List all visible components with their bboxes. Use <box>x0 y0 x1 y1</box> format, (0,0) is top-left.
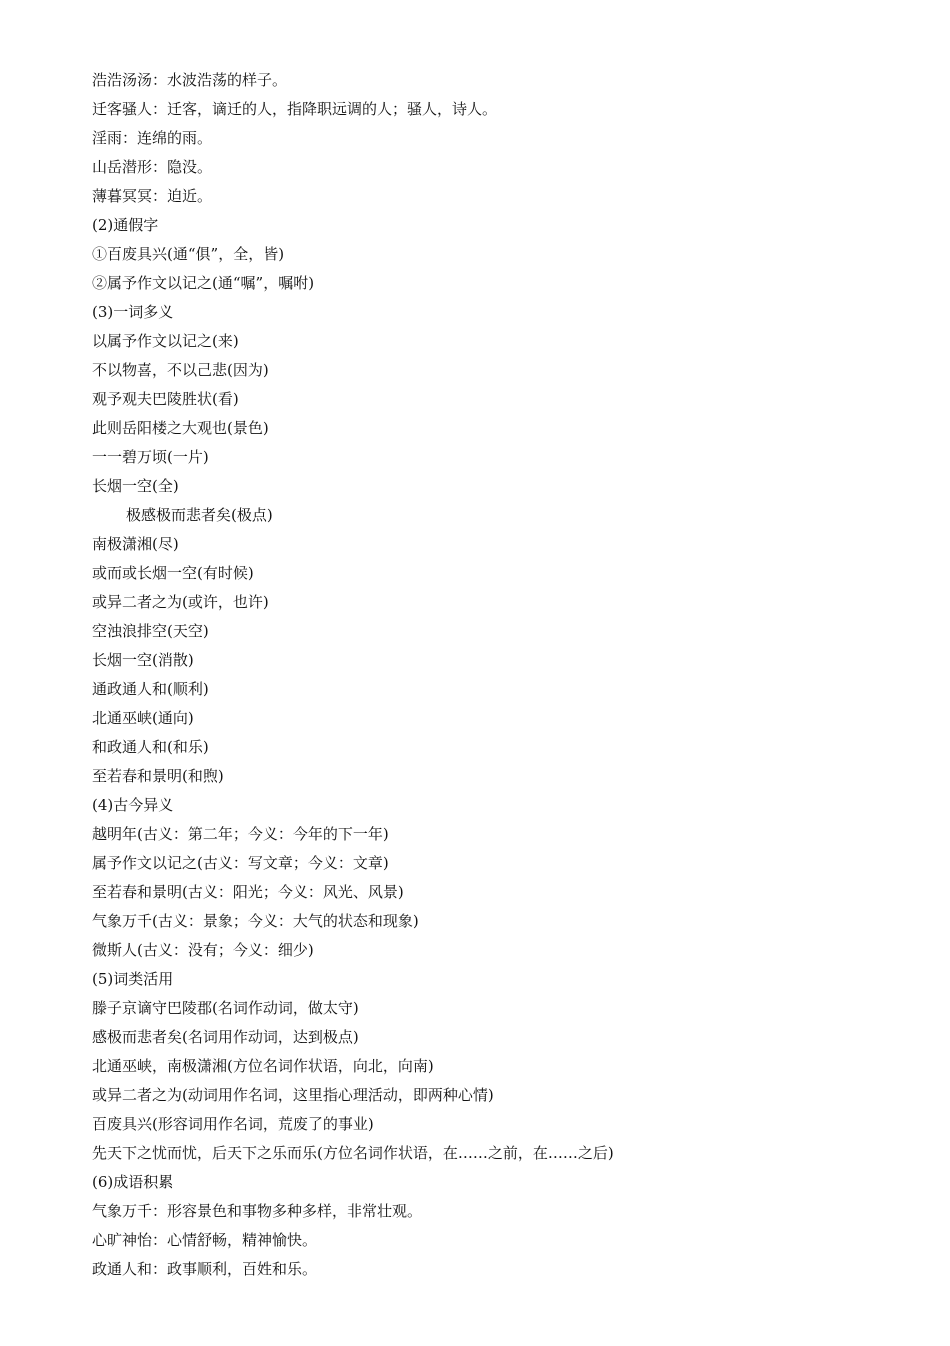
text-line: 浩浩汤汤：水波浩荡的样子。 <box>92 71 288 89</box>
text-line: 先天下之忧而忧，后天下之乐而乐(方位名词作状语，在……之前，在……之后) <box>92 1144 614 1162</box>
section-heading: (3)一词多义 <box>92 303 174 321</box>
text-line: 山岳潜形：隐没。 <box>92 158 213 176</box>
text-line: 政通人和：政事顺利，百姓和乐。 <box>92 1260 318 1278</box>
text-line: 滕子京谪守巴陵郡(名词作动词，做太守) <box>92 999 359 1017</box>
text-line: 至若春和景明(和煦) <box>92 767 224 785</box>
section-heading: (2)通假字 <box>92 216 159 234</box>
text-line: 感极而悲者矣(名词用作动词，达到极点) <box>92 1028 359 1046</box>
text-line: 空浊浪排空(天空) <box>92 622 209 640</box>
text-line: 淫雨：连绵的雨。 <box>92 129 213 147</box>
text-line: 北通巫峡(通向) <box>92 709 194 727</box>
text-line: 通政通人和(顺利) <box>92 680 209 698</box>
text-line: 百废具兴(形容词用作名词，荒废了的事业) <box>92 1115 374 1133</box>
section-heading: (6)成语积累 <box>92 1173 174 1191</box>
text-line: 迁客骚人：迁客，谪迁的人，指降职远调的人；骚人，诗人。 <box>92 100 498 118</box>
text-line: 不以物喜，不以己悲(因为) <box>92 361 269 379</box>
text-line: 薄暮冥冥：迫近。 <box>92 187 213 205</box>
text-line: 以属予作文以记之(来) <box>92 332 239 350</box>
text-line: 一一碧万顷(一片) <box>92 448 209 466</box>
text-line: 北通巫峡，南极潇湘(方位名词作状语，向北，向南) <box>92 1057 434 1075</box>
text-line: ②属予作文以记之(通“嘱”，嘱咐) <box>92 274 315 292</box>
text-line: 气象万千：形容景色和事物多种多样，非常壮观。 <box>92 1202 423 1220</box>
text-line: 此则岳阳楼之大观也(景色) <box>92 419 269 437</box>
text-line: 和政通人和(和乐) <box>92 738 209 756</box>
text-line: 南极潇湘(尽) <box>92 535 179 553</box>
text-line: ①百废具兴(通“俱”，全，皆) <box>92 245 285 263</box>
text-line: 心旷神怡：心情舒畅，精神愉快。 <box>92 1231 318 1249</box>
section-heading: (4)古今异义 <box>92 796 174 814</box>
text-line: 长烟一空(消散) <box>92 651 194 669</box>
text-line: 越明年(古义：第二年；今义：今年的下一年) <box>92 825 389 843</box>
text-line: 极感极而悲者矣(极点) <box>126 506 273 524</box>
text-line: 长烟一空(全) <box>92 477 179 495</box>
text-line: 或异二者之为(动词用作名词，这里指心理活动，即两种心情) <box>92 1086 494 1104</box>
document-body <box>92 66 912 1284</box>
text-line: 微斯人(古义：没有；今义：细少) <box>92 941 314 959</box>
text-line: 属予作文以记之(古义：写文章；今义：文章) <box>92 854 389 872</box>
text-line: 至若春和景明(古义：阳光；今义：风光、风景) <box>92 883 404 901</box>
section-heading: (5)词类活用 <box>92 970 174 988</box>
text-line: 观予观夫巴陵胜状(看) <box>92 390 239 408</box>
text-line: 或异二者之为(或许，也许) <box>92 593 269 611</box>
text-line: 或而或长烟一空(有时候) <box>92 564 254 582</box>
text-line: 气象万千(古义：景象；今义：大气的状态和现象) <box>92 912 419 930</box>
